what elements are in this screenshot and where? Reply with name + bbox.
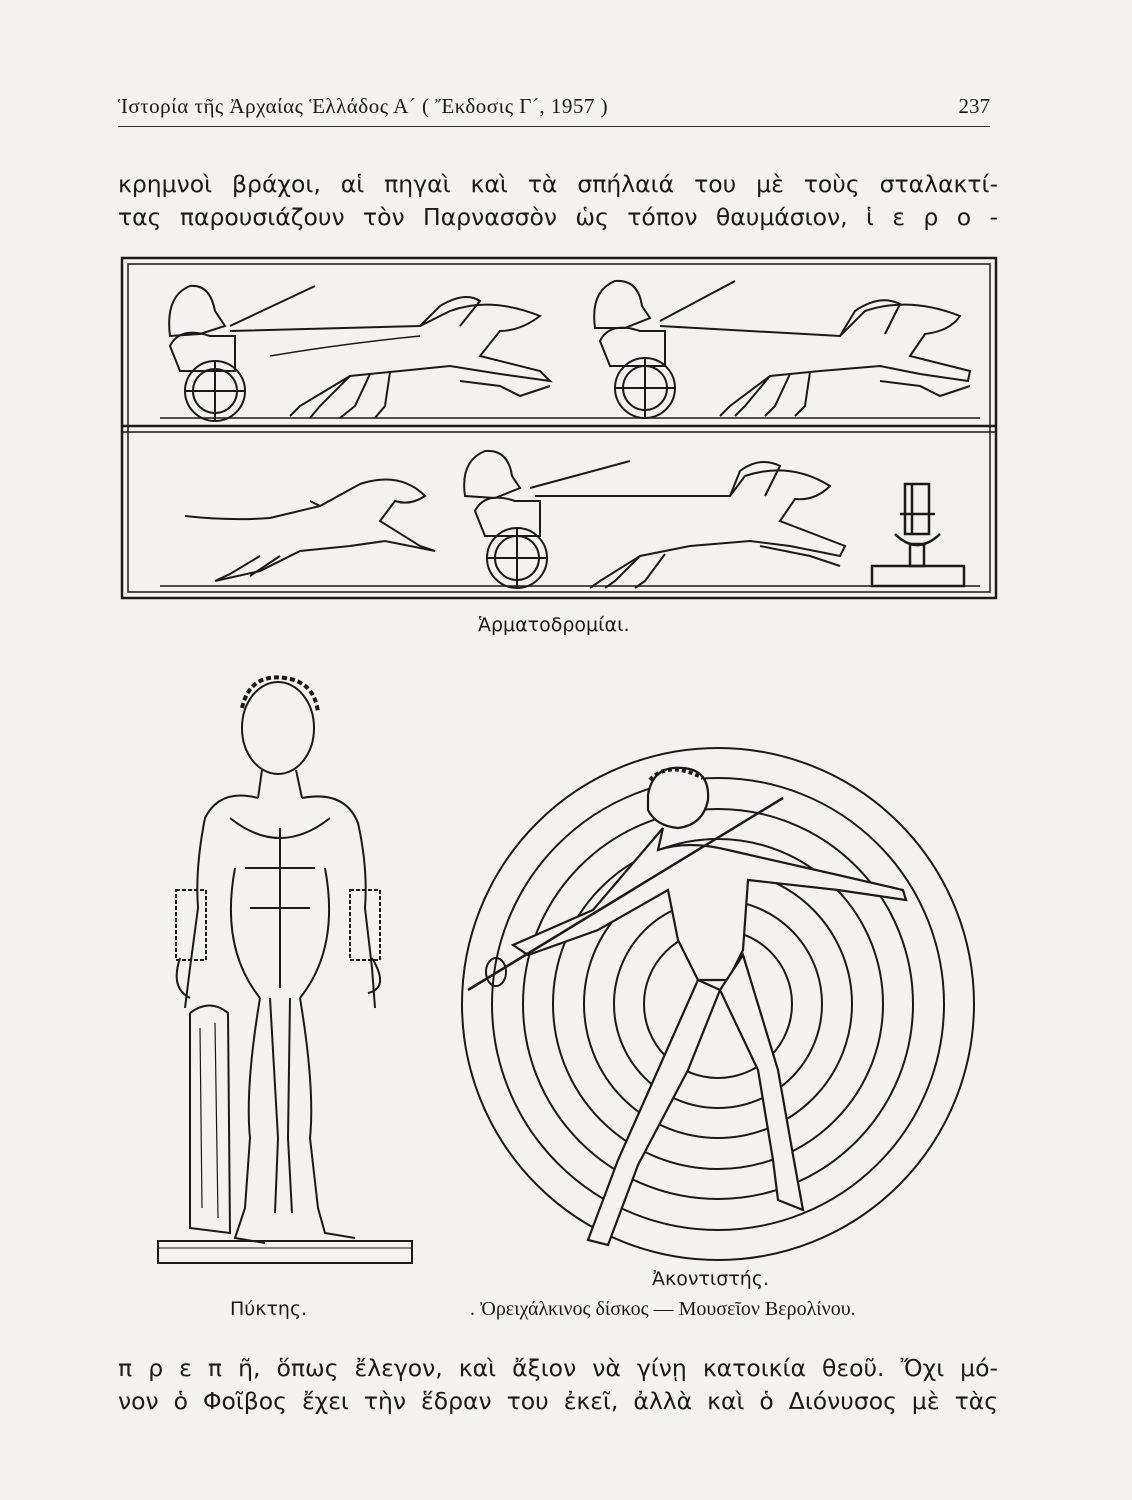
text-line: τας παρουσιάζουν τὸν Παρνασσὸν ὡς τόπον θαυμάσιον, ἱ ε ρ ο - <box>118 203 998 231</box>
running-head: Ἱστορία τῆς Ἀρχαίας Ἑλλάδος Α´ ( Ἔκδοσις Γ´, 1957 ) <box>118 94 609 118</box>
text-line: κρημνοὶ βράχοι, αἱ πηγαὶ καὶ τὰ σπήλαιά του μὲ τοὺς σταλακτί- <box>118 170 998 198</box>
javelin-caption-title: Ἀκοντιστής. <box>652 1268 770 1290</box>
chariot-team <box>464 451 845 588</box>
paragraph-bottom <box>118 1352 998 1418</box>
chariot-team <box>169 286 550 421</box>
turning-post <box>872 484 964 586</box>
chariot-frieze-illustration <box>120 256 998 600</box>
page-header <box>118 92 990 127</box>
text-line: π ρ ε π ῆ, ὅπως ἔλεγον, καὶ ἄξιον νὰ γίνῃ κατοικία θεοῦ. Ὄχι μό- <box>118 1354 998 1382</box>
boxer-caption: Πύκτης. <box>230 1298 308 1320</box>
page-number: 237 <box>958 94 990 118</box>
boxer-statue-illustration <box>150 668 420 1272</box>
text-line: νον ὁ Φοῖβος ἔχει τὴν ἕδραν του ἐκεῖ, ἀλλὰ καὶ ὁ Διόνυσος μὲ τὰς <box>118 1387 998 1415</box>
chariot-frieze-caption: Ἁρματοδρομίαι. <box>478 614 630 636</box>
javelin-caption-sub: . Ὀρειχάλκινος δίσκος — Μουσεῖον Βερολίνου. <box>470 1298 856 1320</box>
runaway-horse <box>185 480 435 581</box>
chariot-team <box>594 281 970 418</box>
paragraph-top <box>118 168 998 234</box>
javelin-thrower-illustration <box>458 740 978 1268</box>
